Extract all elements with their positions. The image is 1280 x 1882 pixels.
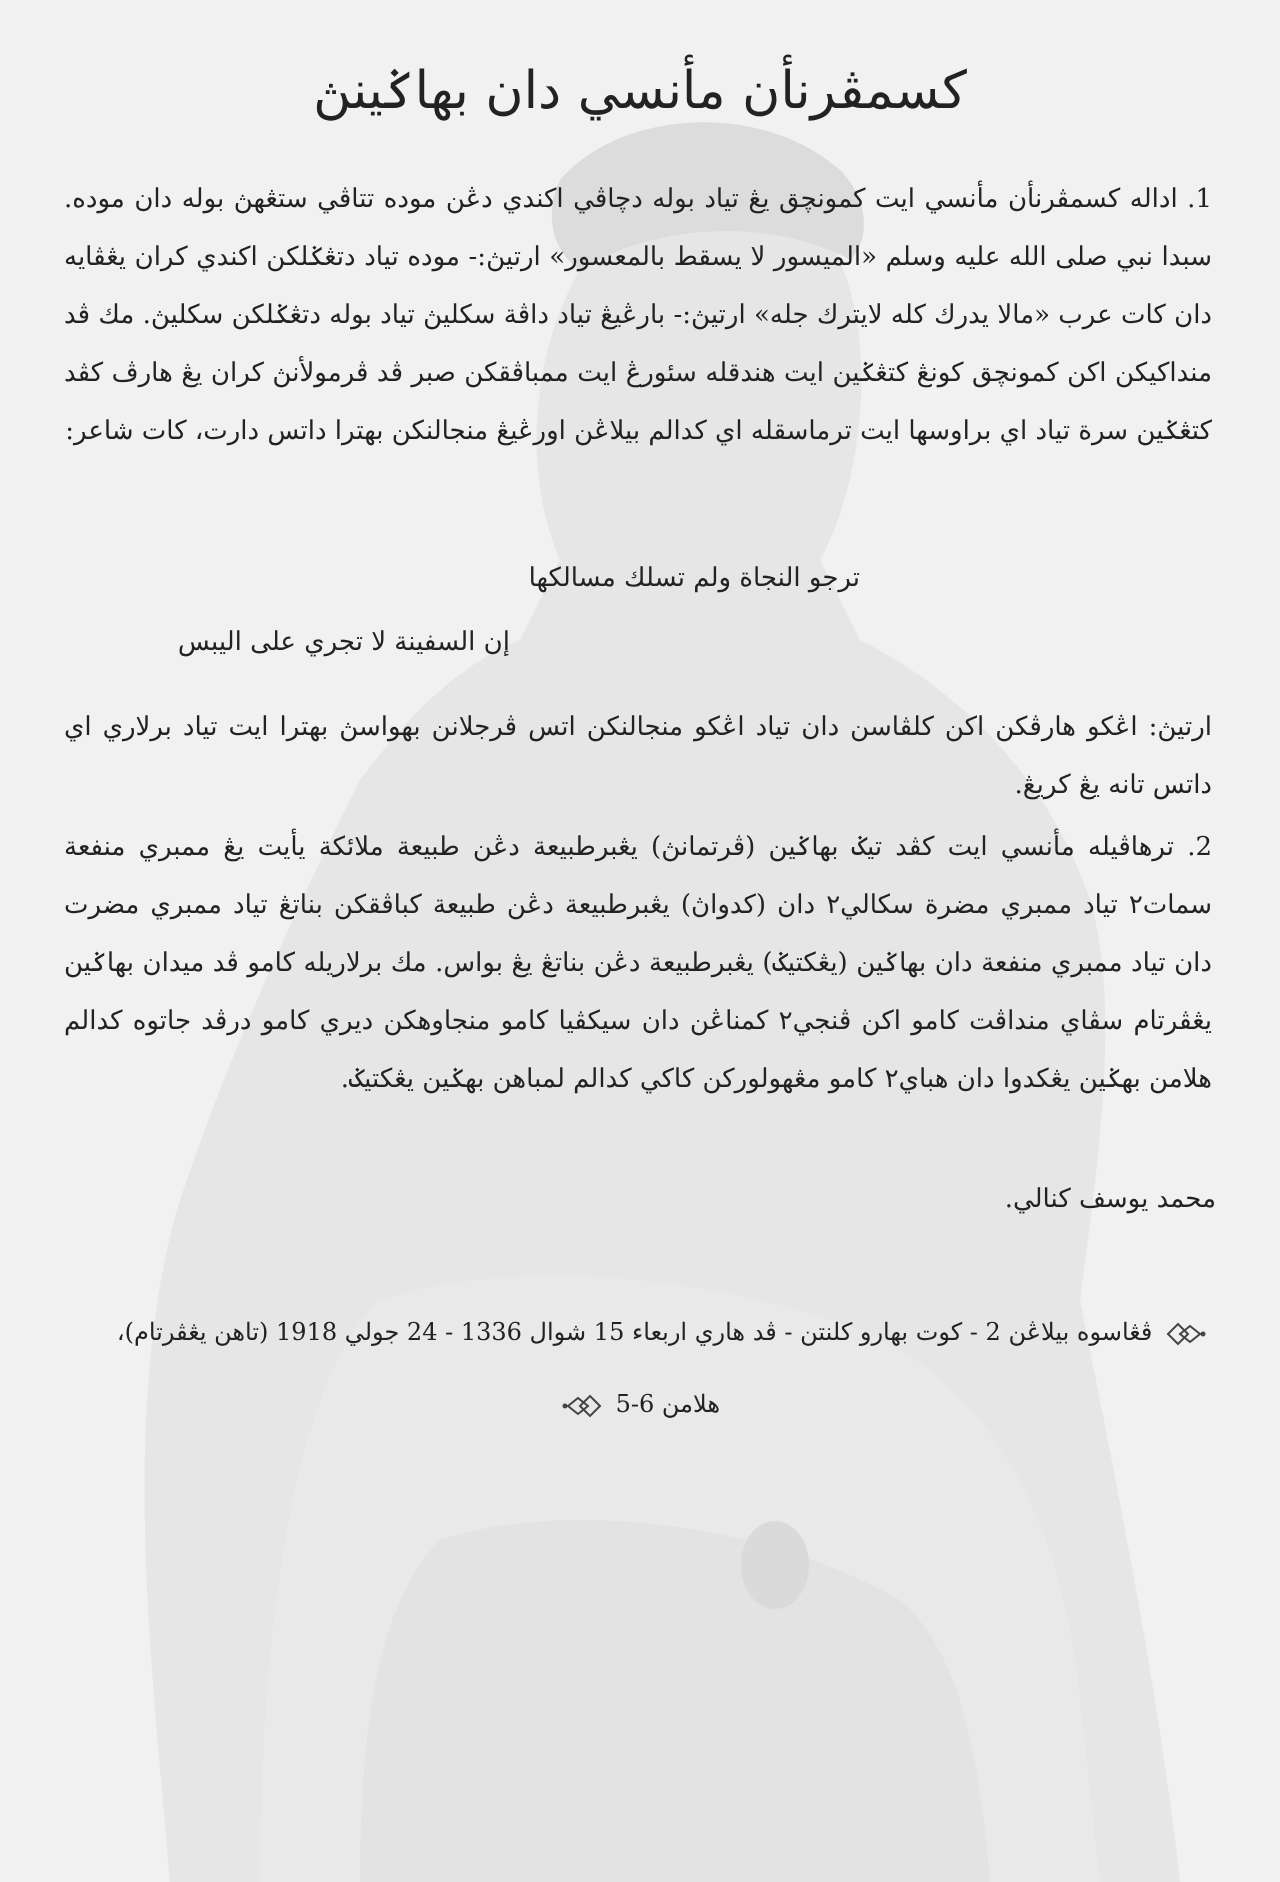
paragraph-3: 2. ترهاڤيله مأنسي ايت كڤد تيݢ بهاݢين (ڤرتمانڽ) يڠبرطبيعة دڠن طبيعة ملائكة يأيت يڠ ممبري منفعة سمات٢ تياد ممبري مضرة سكالي٢ دان (كدواڽ) يڠبرطبيعة دڠن طبيعة كباڤقكن بناتڠ تياد ممبري مضرت دان تياد ممبري منفعة دان بهاݢين (يڠكتيݢ) يڠبرطبيعة دڠن بناتڠ يڠ بواس. مك برلاريله كامو ڤد ميدان بهاݢين يڠڤرتام سڤاي منداڤت كامو اكن ڤنجي٢ كمناڠن دان سيكڤيا كامو منجاوهكن ديري كامو درڤد جاتوه كدالم هلامن بهݢين يڠكدوا دان هباي٢ كامو مڠهولوركن كاكي كدالم لمباهن بهݢين يڠكتيݢ. (64, 832, 1212, 1094)
paragraph-1: 1. اداله كسمڤرنأن مأنسي ايت كمونچق يڠ تياد بوله دچاڤي اكندي دڠن موده تتاڤي ستڠهڽ بوله دان موده. سبدا نبي صلى الله عليه وسلم «الميسور لا يسقط بالمعسور» ارتيڽ:- موده تياد دتڠݢلکن اكندي كران يڠڤايه دان كات عرب «مالا يدرك كله لايترك جله» ارتيڽ:- بارڠيڠ تياد داڤة سكليڽ تياد بوله دتڠݢلكن سكليڽ. مك ڤد منداكيكن اكن كمونچق كونڠ كتڠݢين ايت هندقله سئورڠ ايت ممباڤقكن صبر ڤد ڤرمولأنڽ كران يڠ هارڤ كڤد كتڠݢين سرة تياد اي براوسها ايت ترماسقله اي كدالم بيلاڠن اورڠيڠ منجالنكن بهترا داتس دارت، كات شاعر: (64, 184, 1212, 446)
poem-verse-1: ترجو النجاة ولم تسلك مسالكها (528, 563, 860, 593)
ornament-icon (562, 1393, 602, 1419)
page-reference (64, 1384, 1212, 1424)
paragraph-2: ارتيڽ: اڠكو هارڤكن اكن كلڤاسن دان تياد اڠكو منجالنكن اتس ڤرجلانن بهواسڽ بهترا ايت تياد برلاري اي داتس تانه يڠ كريڠ. (64, 712, 1212, 800)
poem-verse-2: إن السفينة لا تجري على اليبس (177, 627, 510, 657)
page-reference-text: هلامن 6-5 (615, 1390, 721, 1418)
page-title: كسمڤرنأن مأنسي دان بهاݢينڽ (313, 61, 967, 121)
source-reference-text: ڤڠاسوه بيلاڠن 2 - كوت بهارو كلنتن - ڤد هاري اربعاء 15 شوال 1336 - 24 جولي 1918 (تاهن يڠڤرتام)، (116, 1318, 1153, 1346)
ornament-icon (1166, 1321, 1206, 1347)
source-reference (64, 1312, 1212, 1352)
author-signature: محمد يوسف كنالي. (1004, 1184, 1216, 1214)
